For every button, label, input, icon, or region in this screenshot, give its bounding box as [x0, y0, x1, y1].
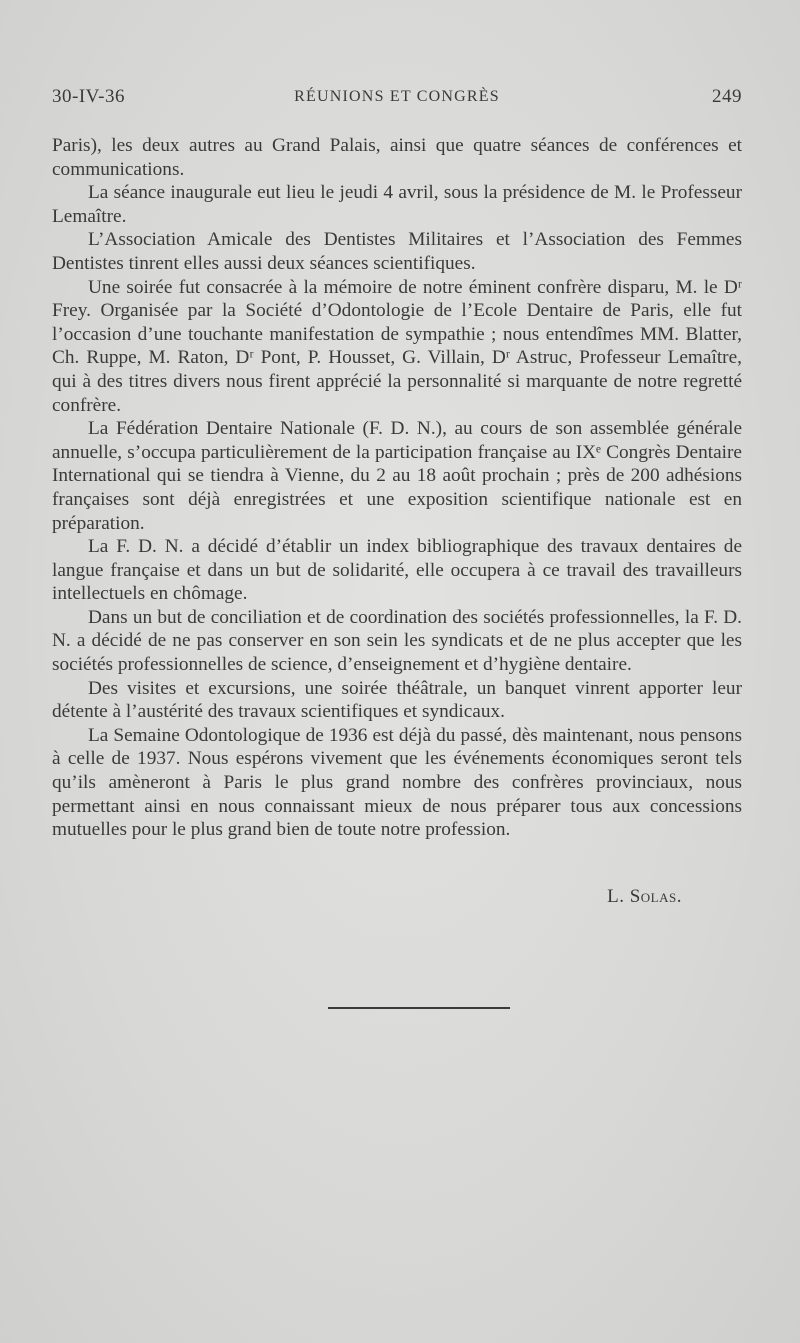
- paragraph: La F. D. N. a décidé d’établir un index bibliographique des travaux dentaires de langue française et dans un but de solidarité, elle occupera à ce travail des travailleurs intellectuels en chômage.: [52, 536, 742, 605]
- issue-date: 30-IV-36: [52, 86, 125, 107]
- paragraph: La séance inaugurale eut lieu le jeudi 4 avril, sous la présidence de M. le Professeur Lemaître.: [52, 182, 742, 227]
- running-head: [52, 86, 742, 114]
- paragraph: La Semaine Odontologique de 1936 est déjà du passé, dès maintenant, nous pensons à celle de 1937. Nous espérons vivement que les événements économiques seront tels qu’ils amèneront à Paris le plus grand nombre des confrères provinciaux, nous permettant ainsi en nous connaissant mieux de nous préparer tous aux concessions mutuelles pour le plus grand bien de toute notre profession.: [52, 724, 742, 841]
- page-number: 249: [712, 86, 742, 107]
- paragraph: Dans un but de conciliation et de coordination des sociétés professionnelles, la F. D. N. a décidé de ne pas conserver en son sein les syndicats et de ne plus accepter que les sociétés professionnelles de science, d’enseignement et d’hygiène dentaire.: [52, 606, 742, 676]
- section-title: RÉUNIONS ET CONGRÈS: [294, 88, 500, 105]
- paragraph: Une soirée fut consacrée à la mémoire de notre éminent confrère disparu, M. le Dʳ Frey. Organisée par la Société d’Odontologie de l’Ecole Dentaire de Paris, elle fut l’occasion d’une touchante manifestation de sympathie ; nous entendîmes MM. Blatter, Ch. Ruppe, M. Raton, Dʳ Pont, P. Housset, G. Villain, Dʳ Astruc, Professeur Lemaître, qui à des titres divers nous firent apprécié la personnalité si marquante de notre regretté confrère.: [52, 276, 742, 416]
- paragraph: La Fédération Dentaire Nationale (F. D. N.), au cours de son assemblée générale annuelle, s’occupa particulièrement de la participation française au IXᵉ Congrès Dentaire International qui se tiendra à Vienne, du 2 au 18 août prochain ; près de 200 adhésions françaises sont déjà enregistrées et une exposition scientifique nationale est en préparation.: [52, 418, 742, 534]
- paragraph: Paris), les deux autres au Grand Palais, ainsi que quatre séances de conférences et communications.: [52, 135, 742, 180]
- author-signature: L. Solas.: [607, 886, 682, 907]
- article-body: [52, 134, 742, 842]
- paragraph: Des visites et excursions, une soirée théâtrale, un banquet vinrent apporter leur détente à l’austérité des travaux scientifiques et syndicaux.: [52, 677, 742, 723]
- paragraph: L’Association Amicale des Dentistes Militaires et l’Association des Femmes Dentistes tinrent elles aussi deux séances scientifiques.: [52, 229, 742, 274]
- end-rule: [328, 1007, 510, 1009]
